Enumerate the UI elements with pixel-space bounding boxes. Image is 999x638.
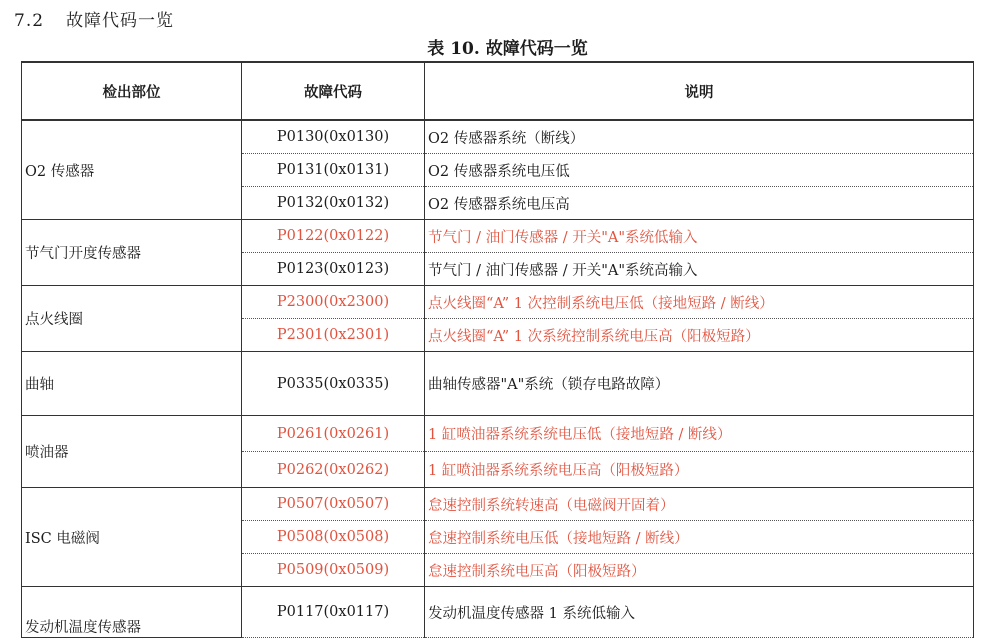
desc-cell: 曲轴传感器"A"系统（锁存电路故障） (425, 352, 974, 416)
desc-cell: 节气门 / 油门传感器 / 开关"A"系统低输入 (425, 220, 974, 253)
code-cell: P0130(0x0130) (242, 120, 425, 154)
code-cell: P0122(0x0122) (242, 220, 425, 253)
desc-cell: O2 传感器系统电压低 (425, 154, 974, 187)
part-cell: O2 传感器 (22, 120, 242, 220)
desc-cell: 节气门 / 油门传感器 / 开关"A"系统高输入 (425, 253, 974, 286)
table-row (22, 416, 974, 452)
part-cell: 点火线圈 (22, 286, 242, 352)
table-row (22, 220, 974, 253)
desc-cell: 点火线圈“A” 1 次系统控制系统电压高（阳极短路） (425, 319, 974, 352)
part-cell: 曲轴 (22, 352, 242, 416)
header-part: 检出部位 (22, 62, 242, 120)
code-cell: P0117(0x0117) (242, 587, 425, 638)
code-cell: P2301(0x2301) (242, 319, 425, 352)
code-cell: P0335(0x0335) (242, 352, 425, 416)
code-cell: P0123(0x0123) (242, 253, 425, 286)
table-row (22, 352, 974, 416)
desc-cell: 发动机温度传感器 1 系统低输入 (425, 587, 974, 638)
code-cell: P0262(0x0262) (242, 452, 425, 488)
desc-cell: 1 缸喷油器系统系统电压低（接地短路 / 断线） (425, 416, 974, 452)
header-code: 故障代码 (242, 62, 425, 120)
desc-cell: 点火线圈“A” 1 次控制系统电压低（接地短路 / 断线） (425, 286, 974, 319)
fault-code-table (21, 61, 974, 638)
code-cell: P0509(0x0509) (242, 554, 425, 587)
code-cell: P0507(0x0507) (242, 488, 425, 521)
table-header-row (22, 62, 974, 120)
code-cell: P0508(0x0508) (242, 521, 425, 554)
table-caption: 表 10. 故障代码一览 (427, 39, 588, 59)
part-cell: 节气门开度传感器 (22, 220, 242, 286)
table-row (22, 488, 974, 521)
section-title: 故障代码一览 (66, 11, 175, 31)
code-cell: P0261(0x0261) (242, 416, 425, 452)
section-heading (14, 6, 174, 31)
part-cell: 发动机温度传感器 (22, 587, 242, 638)
desc-cell: 1 缸喷油器系统系统电压高（阳极短路） (425, 452, 974, 488)
table-row (22, 587, 974, 638)
header-desc: 说明 (425, 62, 974, 120)
desc-cell: 怠速控制系统电压高（阳极短路） (425, 554, 974, 587)
code-cell: P2300(0x2300) (242, 286, 425, 319)
table-row (22, 286, 974, 319)
part-cell: 喷油器 (22, 416, 242, 488)
desc-cell: O2 传感器系统电压高 (425, 187, 974, 220)
desc-cell: O2 传感器系统（断线） (425, 120, 974, 154)
section-number: 7.2 (14, 11, 45, 31)
desc-cell: 怠速控制系统转速高（电磁阀开固着） (425, 488, 974, 521)
code-cell: P0131(0x0131) (242, 154, 425, 187)
code-cell: P0132(0x0132) (242, 187, 425, 220)
table-row (22, 120, 974, 154)
desc-cell: 怠速控制系统电压低（接地短路 / 断线） (425, 521, 974, 554)
part-cell: ISC 电磁阀 (22, 488, 242, 587)
